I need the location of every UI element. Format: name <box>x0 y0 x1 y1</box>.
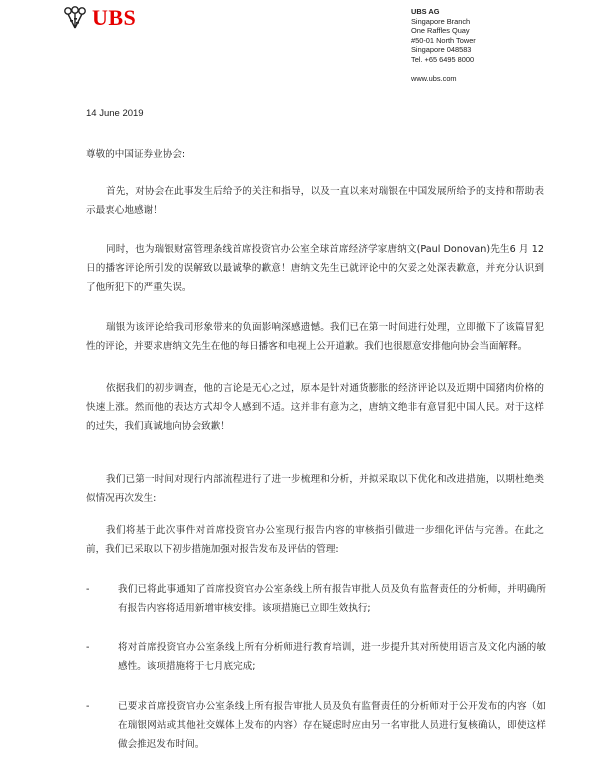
list-item-text: 我们已将此事通知了首席投资官办公室条线上所有报告审批人员及负有监督责任的分析师，并明确所有报告内容将适用新增审核安排。该项措施已立即生效执行; <box>118 584 546 614</box>
brand-name: UBS <box>92 5 137 30</box>
company-name: UBS AG <box>411 7 440 16</box>
sender-address <box>411 7 476 83</box>
list-item <box>86 580 546 618</box>
phone-line: Tel. +65 6495 8000 <box>411 54 475 64</box>
paragraph-review: 我们已第一时间对现行内部流程进行了进一步梳理和分析，并拟采取以下优化和改进措施，以期杜绝类似情况再次发生: <box>86 474 544 504</box>
list-item-text: 将对首席投资官办公室条线上所有分析师进行教育培训，进一步提升其对所使用语言及文化内涵的敏感性。该项措施将于七月底完成; <box>118 642 546 672</box>
address-line: One Raffles Quay <box>411 26 470 36</box>
bullet-marker: - <box>86 642 90 653</box>
paragraph-thanks: 首先，对协会在此事发生后给予的关注和指导，以及一直以来对瑞银在中国发展所给予的支持和帮助表示最衷心地感谢！ <box>86 186 544 216</box>
paragraph-regret: 瑞银为该评论给我司形象带来的负面影响深感遗憾。我们已在第一时间进行处理，立即撤下了该篇冒犯性的评论，并要求唐纳文先生在他的每日播客和电视上公开道歉。我们也很愿意安排他向协会当面解释。 <box>86 322 544 352</box>
ubs-keys-icon <box>62 6 88 30</box>
salutation: 尊敬的中国证券业协会: <box>86 149 186 160</box>
address-line: #50-01 North Tower <box>411 35 476 45</box>
bullet-marker: - <box>86 701 90 712</box>
ubs-logo <box>62 5 136 31</box>
bullet-marker: - <box>86 584 90 595</box>
paragraph-apology: 同时，也为瑞银财富管理条线首席投资官办公室全球首席经济学家唐纳文(Paul Donovan)先生6 月 12 日的播客评论所引发的误解致以最诚挚的歉意！唐纳文先生已就评论中的欠妥之处深表歉意，并充分认识到了他所犯下的严重失误。 <box>86 244 544 293</box>
website-link[interactable]: www.ubs.com <box>411 73 457 83</box>
address-line: Singapore 048583 <box>411 45 472 55</box>
list-item <box>86 638 546 676</box>
list-item <box>86 697 546 754</box>
address-line: Singapore Branch <box>411 16 471 26</box>
list-item-text: 已要求首席投资官办公室条线上所有报告审批人员及负有监督责任的分析师对于公开发布的内容（如在瑞银网站或其他社交媒体上发布的内容）存在疑虑时应由另一名审批人员进行复核确认，即使这样做会推迟发布时间。 <box>118 701 546 750</box>
letter-date: 14 June 2019 <box>86 108 144 119</box>
paragraph-investigation: 依据我们的初步调查，他的言论是无心之过，原本是针对通货膨胀的经济评论以及近期中国猪肉价格的快速上涨。然而他的表达方式却令人感到不适。这并非有意为之，唐纳文绝非有意冒犯中国人民。对于这样的过失，我们真诚地向协会致歉！ <box>86 383 544 432</box>
paragraph-measures: 我们将基于此次事件对首席投资官办公室现行报告内容的审核指引做进一步细化评估与完善。在此之前，我们已采取以下初步措施加强对报告发布及评估的管理: <box>86 525 544 555</box>
